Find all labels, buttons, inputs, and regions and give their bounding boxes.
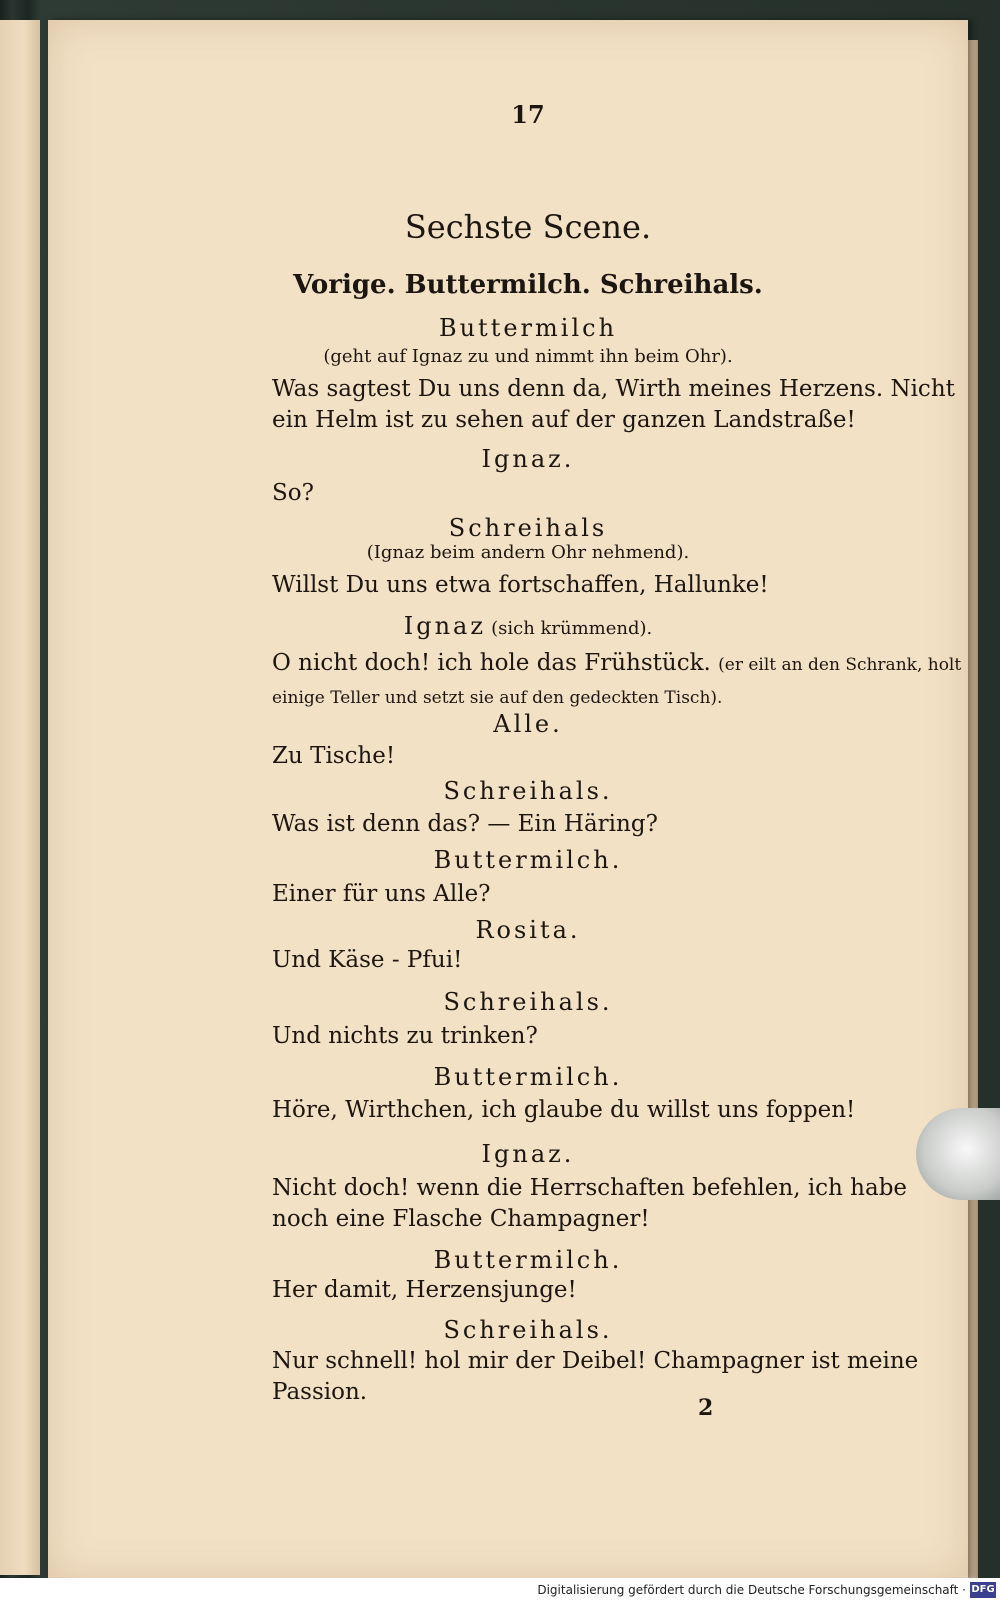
dialogue-line: Einer für uns Alle? (272, 881, 491, 907)
dialogue-line: Zu Tische! (272, 743, 396, 769)
dialogue-line: Höre, Wirthchen, ich glaube du willst uns foppen! (272, 1097, 856, 1123)
speaker-name: Buttermilch. (433, 1063, 623, 1091)
dialogue-line: Nicht doch! wenn die Herrschaften befehlen, ich habe noch eine Flasche Champagner! (272, 1175, 908, 1232)
speaker-name: Schreihals (448, 514, 608, 542)
dialogue-line: Was ist denn das? — Ein Häring? (272, 811, 658, 837)
inline-stage-direction: (er eilt an den Schrank, holt einige Teller und setzt sie auf den gedeckten Tisch). (272, 655, 962, 708)
speaker-name: Ignaz (403, 612, 486, 640)
stage-direction: (sich krümmend). (491, 618, 653, 639)
dfg-logo-icon: DFG (970, 1582, 996, 1598)
speaker-name: Buttermilch (438, 314, 618, 342)
speaker-heading (48, 612, 1000, 640)
speaker-name: Ignaz. (481, 1140, 575, 1168)
facing-page-edge (0, 20, 40, 1575)
funding-notice: Digitalisierung gefördert durch die Deutsche Forschungsgemeinschaft · (537, 1583, 966, 1597)
dialogue-line: Her damit, Herzensjunge! (272, 1277, 577, 1303)
dialogue-line: Nur schnell! hol mir der Deibel! Champagner ist meine Passion. (272, 1348, 919, 1405)
speaker-name: Ignaz. (481, 445, 575, 473)
dialogue-text: O nicht doch! ich hole das Frühstück. (272, 650, 711, 676)
dialogue-line: So? (272, 480, 314, 506)
dialogue-line: Willst Du uns etwa fortschaffen, Hallunke! (272, 572, 769, 598)
book-page (48, 20, 968, 1580)
dialogue-line: Und Käse - Pfui! (272, 947, 463, 973)
dialogue-line: Was sagtest Du uns denn da, Wirth meines Herzens. Nicht ein Helm ist zu sehen auf der ganzen Landstraße! (272, 376, 955, 433)
dialogue-line (218, 648, 962, 714)
footer-bar (0, 1578, 1000, 1604)
speaker-name: Schreihals. (443, 1316, 613, 1344)
speaker-name: Schreihals. (443, 988, 613, 1016)
signature-mark: 2 (698, 1395, 714, 1421)
page-content (48, 20, 968, 1580)
scene-title: Sechste Scene. (404, 208, 652, 246)
speaker-name: Schreihals. (443, 777, 613, 805)
stage-direction: (Ignaz beim andern Ohr nehmend). (366, 542, 690, 563)
speaker-name: Buttermilch. (433, 1246, 623, 1274)
speaker-name: Rosita. (475, 916, 581, 944)
cast-line: Vorige. Buttermilch. Schreihals. (293, 270, 763, 300)
page-number: 17 (511, 100, 545, 129)
speaker-name: Buttermilch. (433, 846, 623, 874)
stage-direction: (geht auf Ignaz zu und nimmt ihn beim Ohr). (323, 346, 733, 367)
page-clip (916, 1108, 1000, 1200)
speaker-name: Alle. (493, 710, 563, 738)
dialogue-line: Und nichts zu trinken? (272, 1023, 538, 1049)
